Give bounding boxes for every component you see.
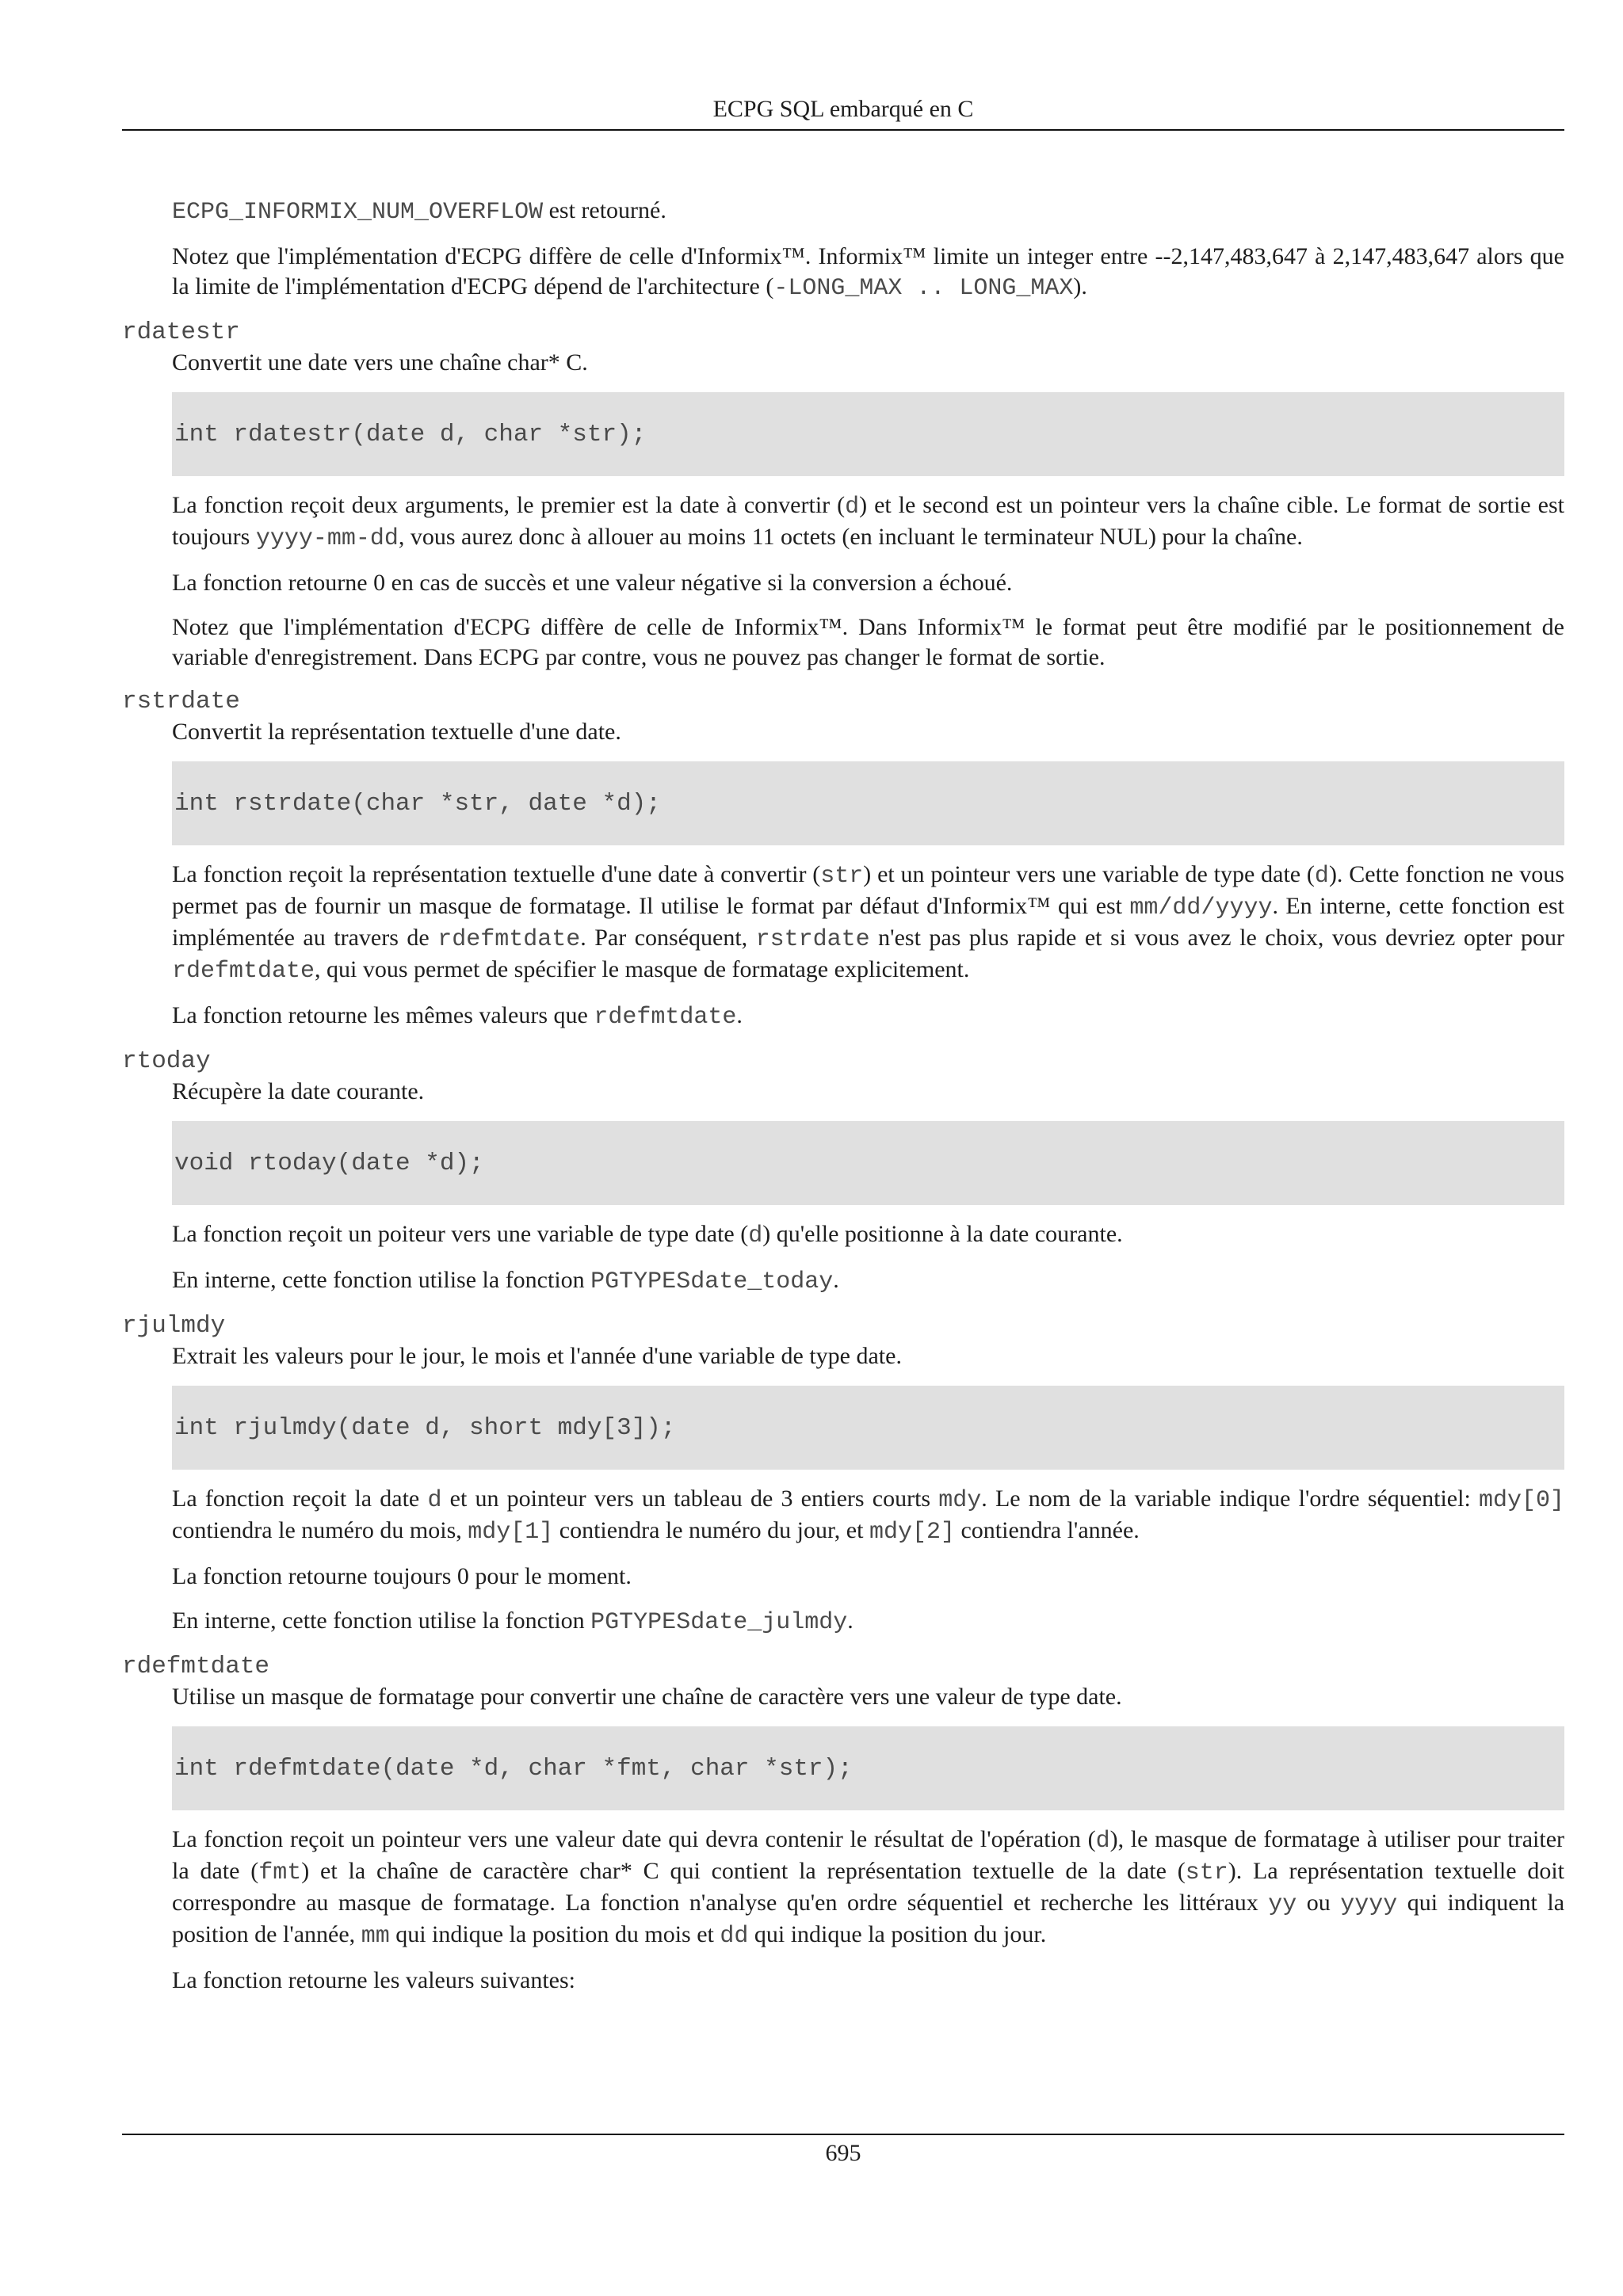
rstrdate-paragraph-1: La fonction reçoit la représentation textuelle d'une date à convertir (str) et un pointeur vers une variable de type date (d). Cette fonction ne vous permet pas de fournir un masque de formatage. Il utilise le format par défaut d'Informix™ qui est mm/dd/yyyy. En interne, cette fonction est implémentée au travers de rdefmtdate. Par conséquent, rstrdate n'est pas plus rapide et si vous avez le choix, vous devriez opter pour rdefmtdate, qui vous permet de spécifier le masque de formatage explicitement. (172, 861, 1564, 985)
term-rstrdate-description: Convertit la représentation textuelle d'une date. (172, 719, 621, 745)
code-block-rtoday: void rtoday(date *d); (172, 1121, 1564, 1205)
rjulmdy-paragraph-3: En interne, cette fonction utilise la fonction PGTYPESdate_julmdy. (172, 1608, 854, 1636)
rtoday-paragraph-2: En interne, cette fonction utilise la fonction PGTYPESdate_today. (172, 1267, 839, 1295)
code-block-rdatestr: int rdatestr(date d, char *str); (172, 392, 1564, 476)
term-rtoday: rtoday (122, 1047, 211, 1075)
rtoday-paragraph-1: La fonction reçoit un poiteur vers une variable de type date (d) qu'elle positionne à la date courante. (172, 1221, 1123, 1249)
term-rjulmdy-description: Extrait les valeurs pour le jour, le mois et l'année d'une variable de type date. (172, 1343, 902, 1369)
code-block-rjulmdy: int rjulmdy(date d, short mdy[3]); (172, 1386, 1564, 1470)
rjulmdy-paragraph-1: La fonction reçoit la date d et un pointeur vers un tableau de 3 entiers courts mdy. Le nom de la variable indique l'ordre séquentiel: mdy[0] contiendra le numéro du mois, mdy[1] contiendra le numéro du jour, et mdy[2] contiendra l'année. (172, 1486, 1564, 1546)
rdefmtdate-paragraph-1: La fonction reçoit un pointeur vers une valeur date qui devra contenir le résultat de l'opération (d), le masque de formatage à utiliser pour traiter la date (fmt) et la chaîne de caractère char* C qui contient la représentation textuelle de la date (str). La représentation textuelle doit correspondre au masque de formatage. La fonction n'analyse qu'en ordre séquentiel et recherche les littéraux yy ou yyyy qui indiquent la position de l'année, mm qui indique la position du mois et dd qui indique la position du jour. (172, 1826, 1565, 1950)
code-block-rdefmtdate: int rdefmtdate(date *d, char *fmt, char *str); (172, 1726, 1564, 1810)
rdatestr-paragraph-2: La fonction retourne 0 en cas de succès et une valeur négative si la conversion a échoué. (172, 570, 1013, 596)
term-rjulmdy: rjulmdy (122, 1312, 226, 1340)
rstrdate-paragraph-2: La fonction retourne les mêmes valeurs que rdefmtdate. (172, 1002, 743, 1031)
page-number: 695 (825, 2140, 861, 2166)
intro-paragraph-2: Notez que l'implémentation d'ECPG diffère de celle d'Informix™. Informix™ limite un integer entre --2,147,483,647 à 2,147,483,647 alors que la limite de l'implémentation d'ECPG dépend de l'architecture (-LONG_MAX .. LONG_MAX). (172, 243, 1564, 302)
footer-rule (122, 2134, 1564, 2135)
intro-paragraph-1: ECPG_INFORMIX_NUM_OVERFLOW est retourné. (172, 197, 666, 226)
page-content (122, 196, 1564, 1996)
term-rstrdate: rstrdate (122, 688, 240, 715)
header-rule (122, 129, 1564, 131)
term-rtoday-description: Récupère la date courante. (172, 1078, 425, 1104)
code-block-rstrdate: int rstrdate(char *str, date *d); (172, 761, 1564, 845)
rdatestr-paragraph-1: La fonction reçoit deux arguments, le premier est la date à convertir (d) et le second est un pointeur vers la chaîne cible. Le format de sortie est toujours yyyy-mm-dd, vous aurez donc à allouer au moins 11 octets (en incluant le terminateur NUL) pour la chaîne. (172, 492, 1564, 552)
term-rdatestr-description: Convertit une date vers une chaîne char* C. (172, 349, 588, 376)
rdatestr-paragraph-3: Notez que l'implémentation d'ECPG diffère de celle de Informix™. Dans Informix™ le format peut être modifié par le positionnement de variable d'enregistrement. Dans ECPG par contre, vous ne pouvez pas changer le format de sortie. (172, 614, 1564, 670)
term-rdefmtdate: rdefmtdate (122, 1653, 270, 1680)
inline-code: ECPG_INFORMIX_NUM_OVERFLOW (172, 199, 544, 226)
running-header: ECPG SQL embarqué en C (712, 96, 974, 122)
inline-code: -LONG_MAX .. LONG_MAX (773, 275, 1074, 302)
term-rdatestr: rdatestr (122, 318, 240, 346)
rdefmtdate-paragraph-2: La fonction retourne les valeurs suivantes: (172, 1967, 576, 1993)
rjulmdy-paragraph-2: La fonction retourne toujours 0 pour le moment. (172, 1563, 632, 1589)
term-rdefmtdate-description: Utilise un masque de formatage pour convertir une chaîne de caractère vers une valeur de type date. (172, 1684, 1122, 1710)
